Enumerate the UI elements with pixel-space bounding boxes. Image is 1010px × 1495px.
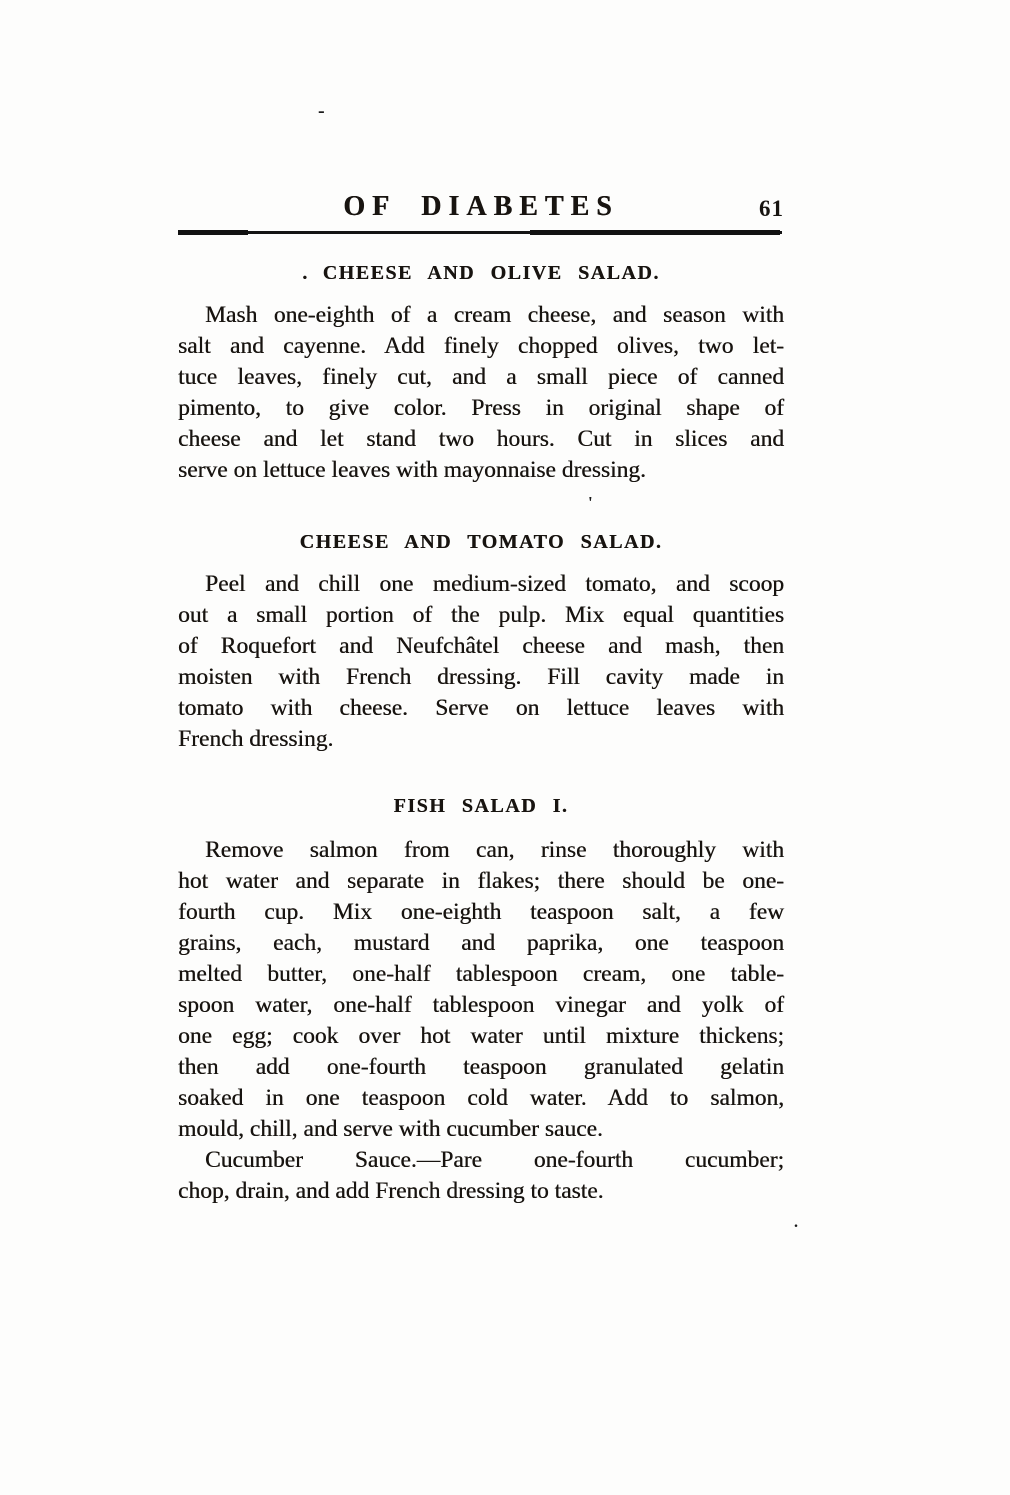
section-heading-fish-salad-1 [178, 795, 784, 817]
text-line: salt and cayenne. Add finely chopped olives, two let- [178, 333, 784, 359]
text-line: grains, each, mustard and paprika, one teaspoon [178, 930, 784, 956]
text-line: one egg; cook over hot water until mixture thickens; [178, 1023, 784, 1049]
text-line: cheese and let stand two hours. Cut in slices and [178, 426, 784, 452]
text-line: pimento, to give color. Press in original shape of [178, 395, 784, 421]
text-line: Cucumber Sauce.—Pare one-fourth cucumber; [205, 1147, 784, 1173]
text-line: soaked in one teaspoon cold water. Add to salmon, [178, 1085, 784, 1111]
text-line: chop, drain, and add French dressing to taste. [178, 1178, 604, 1204]
text-line: serve on lettuce leaves with mayonnaise dressing. [178, 457, 646, 483]
paragraph-cheese-tomato [178, 569, 784, 755]
section-heading-text: CHEESE AND OLIVE SALAD. [322, 262, 660, 284]
text-line: out a small portion of the pulp. Mix equal quantities [178, 602, 784, 628]
text-line: Peel and chill one medium-sized tomato, and scoop [205, 571, 784, 597]
text-line: French dressing. [178, 726, 334, 752]
text-line: tomato with cheese. Serve on lettuce leaves with [178, 695, 784, 721]
section-heading-text: CHEESE AND TOMATO SALAD. [299, 531, 663, 553]
running-header [178, 191, 784, 223]
text-line: tuce leaves, finely cut, and a small piece of canned [178, 364, 784, 390]
stray-dot: . [302, 262, 309, 284]
section-heading-text: FISH SALAD I. [393, 795, 569, 817]
section-heading-cheese-olive-salad [178, 262, 784, 284]
text-line: hot water and separate in flakes; there should be one- [178, 868, 784, 894]
page-title: OF DIABETES [343, 191, 619, 222]
text-line: mould, chill, and serve with cucumber sauce. [178, 1116, 603, 1142]
scan-speck-mid: ' [588, 493, 593, 512]
paragraph-fish-salad [178, 835, 784, 1145]
text-line: melted butter, one-half tablespoon cream, one table- [178, 961, 784, 987]
text-line: fourth cup. Mix one-eighth teaspoon salt, a few [178, 899, 784, 925]
text-line: Remove salmon from can, rinse thoroughly with [205, 837, 784, 863]
paragraph-cheese-olive [178, 300, 784, 486]
page-number: 61 [759, 196, 784, 221]
paragraph-cucumber-sauce [178, 1145, 784, 1207]
header-rule [178, 231, 782, 234]
text-line: of Roquefort and Neufchâtel cheese and mash, then [178, 633, 784, 659]
text-line: Mash one-eighth of a cream cheese, and season with [205, 302, 784, 328]
text-line: moisten with French dressing. Fill cavity made in [178, 664, 784, 690]
scan-speck-bottom: . [794, 1214, 798, 1231]
scan-speck-top: - [318, 100, 325, 122]
text-line: spoon water, one-half tablespoon vinegar and yolk of [178, 992, 784, 1018]
section-heading-cheese-tomato-salad [178, 531, 784, 553]
text-line: then add one-fourth teaspoon granulated gelatin [178, 1054, 784, 1080]
